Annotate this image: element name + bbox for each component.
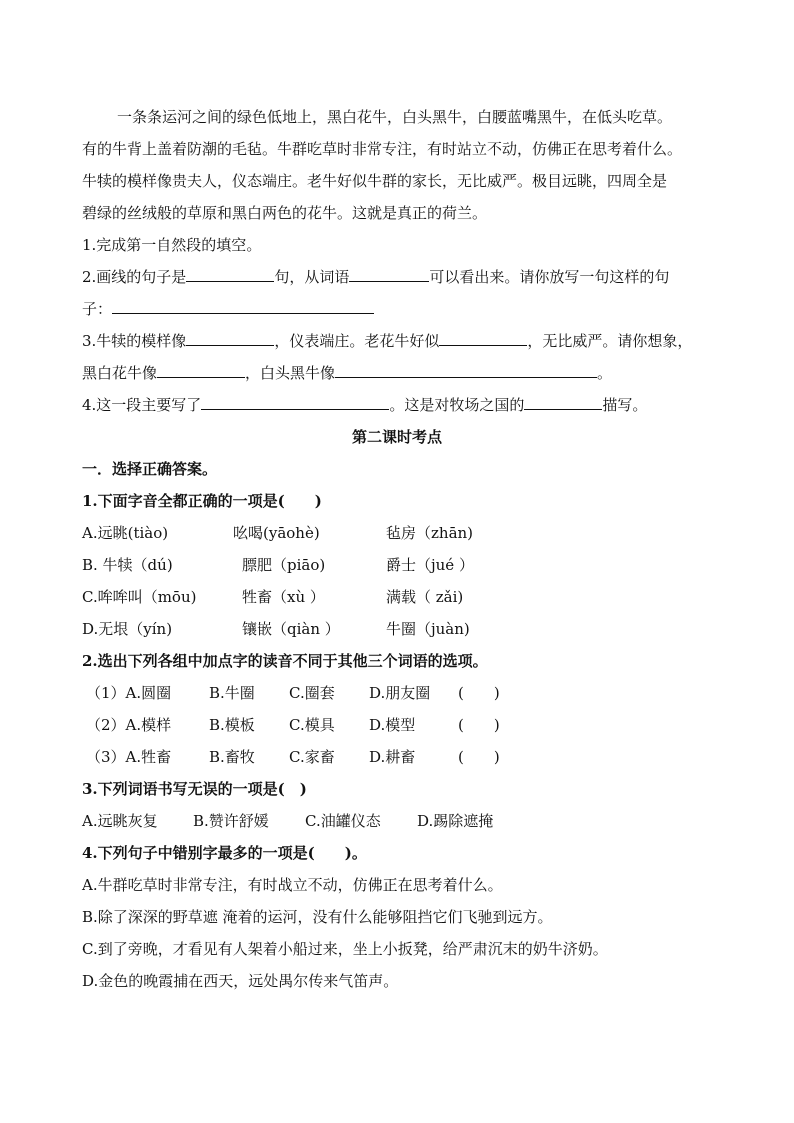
answer-blank[interactable] <box>157 363 245 378</box>
answer-blank[interactable] <box>349 267 429 282</box>
question-1: 1.完成第一自然段的填空。 <box>82 236 262 254</box>
mc1-option-c2: 牲畜（xù ） <box>242 588 325 606</box>
q2-text-b: 句，从词语 <box>274 268 350 286</box>
question-3-line-1 <box>82 331 692 351</box>
mc4-option-c: C.到了旁晚，才看见有人架着小船过来，坐上小扳凳，给严肃沉末的奶牛济奶。 <box>82 940 608 958</box>
mc3-option-b: B.赞许舒媛 <box>193 812 269 830</box>
mc2-row3-b: B.畜牧 <box>209 748 255 766</box>
mc2-row1-c: C.圈套 <box>289 684 335 702</box>
mc4-option-d: D.金色的晚霞捕在西天，远处禺尔传来气笛声。 <box>82 972 399 990</box>
mc3-option-a: A.远眺灰复 <box>82 812 158 830</box>
q2-text-d: 子： <box>82 300 113 318</box>
passage-line-3: 牛犊的模样像贵夫人，仪态端庄。老牛好似牛群的家长，无比威严。极目远眺，四周全是 <box>82 172 668 190</box>
mc2-row2-c: C.模具 <box>289 716 335 734</box>
mc2-row3-c: C.家畜 <box>289 748 335 766</box>
mc1-option-d2: 镶嵌（qiàn ） <box>242 620 340 638</box>
mc2-row3-d: D.耕畜 <box>369 748 416 766</box>
q4-text-b: 。这是对牧场之国的 <box>389 396 525 414</box>
mc2-row1-answer[interactable]: ( ) <box>458 684 500 702</box>
mc1-option-a3: 毡房（zhān) <box>386 524 474 542</box>
q4-text-a: 4.这一段主要写了 <box>82 396 202 414</box>
mc1-option-d3: 牛圈（juàn) <box>386 620 470 638</box>
passage-line-4: 碧绿的丝绒般的草原和黑白两色的花牛。这就是真正的荷兰。 <box>82 204 488 222</box>
section-title: 第二课时考点 <box>351 428 442 446</box>
mc2-row2-b: B.模板 <box>209 716 255 734</box>
mc4-option-b: B.除了深深的野草遮 淹着的运河，没有什么能够阻挡它们飞驰到远方。 <box>82 908 553 926</box>
mc1-option-c1: C.哞哞叫（mōu) <box>82 588 197 606</box>
question-2-line-2 <box>82 299 374 319</box>
mc1-option-b2: 膘肥（piāo) <box>242 556 326 574</box>
mc1-option-b1: B. 牛犊（dú) <box>82 556 173 574</box>
passage-line-2: 有的牛背上盖着防潮的毛毡。牛群吃草时非常专注，有时站立不动，仿佛正在思考着什么。 <box>82 140 683 158</box>
q3-text-f: 。 <box>597 364 613 382</box>
mc1-option-d1: D.无垠（yín) <box>82 620 173 638</box>
answer-blank[interactable] <box>186 331 274 346</box>
q3-text-e: ，白头黑牛像 <box>245 364 336 382</box>
q3-text-a: 3.牛犊的模样像 <box>82 332 187 350</box>
q3-text-c: ，无比威严。请你想象， <box>527 332 693 350</box>
question-2-line-1 <box>82 267 669 287</box>
mc1-option-a1: A.远眺(tiào) <box>82 524 169 542</box>
q2-text-a: 2.画线的句子是 <box>82 268 187 286</box>
mc3-option-c: C.油罐仪态 <box>305 812 381 830</box>
mc2-row2-answer[interactable]: ( ) <box>458 716 500 734</box>
answer-blank[interactable] <box>439 331 527 346</box>
question-4 <box>82 395 647 415</box>
answer-blank[interactable] <box>201 395 389 410</box>
q4-text-c: 描写。 <box>602 396 648 414</box>
answer-blank[interactable] <box>335 363 597 378</box>
mc2-row3-answer[interactable]: ( ) <box>458 748 500 766</box>
mc4-option-a: A.牛群吃草时非常专注，有时战立不动，仿佛正在思考着什么。 <box>82 876 503 894</box>
mc2-row1-d: D.朋友圈 <box>369 684 431 702</box>
mc2-row1-a: （1）A.圆圈 <box>86 684 172 702</box>
answer-blank[interactable] <box>186 267 274 282</box>
mc1-option-b3: 爵士（jué ） <box>386 556 474 574</box>
mc3-option-d: D.踢除遮掩 <box>417 812 494 830</box>
question-3-line-2 <box>82 363 612 383</box>
mc1-option-c3: 满载（ zǎi) <box>386 588 464 606</box>
mc1-option-a2: 吆喝(yāohè) <box>233 524 320 542</box>
passage-line-1: 一条条运河之间的绿色低地上，黑白花牛，白头黑牛，白腰蓝嘴黑牛，在低头吃草。 <box>117 108 673 126</box>
mc3-stem: 3.下列词语书写无误的一项是( ) <box>82 780 307 798</box>
mc1-stem: 1.下面字音全都正确的一项是( ) <box>82 492 322 510</box>
answer-blank[interactable] <box>112 299 374 314</box>
mc2-row3-a: （3）A.牲畜 <box>86 748 172 766</box>
mc2-row2-a: （2）A.模样 <box>86 716 172 734</box>
mc2-row1-b: B.牛圈 <box>209 684 255 702</box>
part-heading: 一．选择正确答案。 <box>82 460 218 478</box>
mc2-stem: 2.选出下列各组中加点字的读音不同于其他三个词语的选项。 <box>82 652 488 670</box>
q3-text-d: 黑白花牛像 <box>82 364 158 382</box>
q3-text-b: ，仪表端庄。老花牛好似 <box>274 332 440 350</box>
answer-blank[interactable] <box>524 395 602 410</box>
q2-text-c: 可以看出来。请你放写一句这样的句 <box>429 268 670 286</box>
mc2-row2-d: D.模型 <box>369 716 416 734</box>
mc4-stem: 4.下列句子中错别字最多的一项是( )。 <box>82 844 367 862</box>
